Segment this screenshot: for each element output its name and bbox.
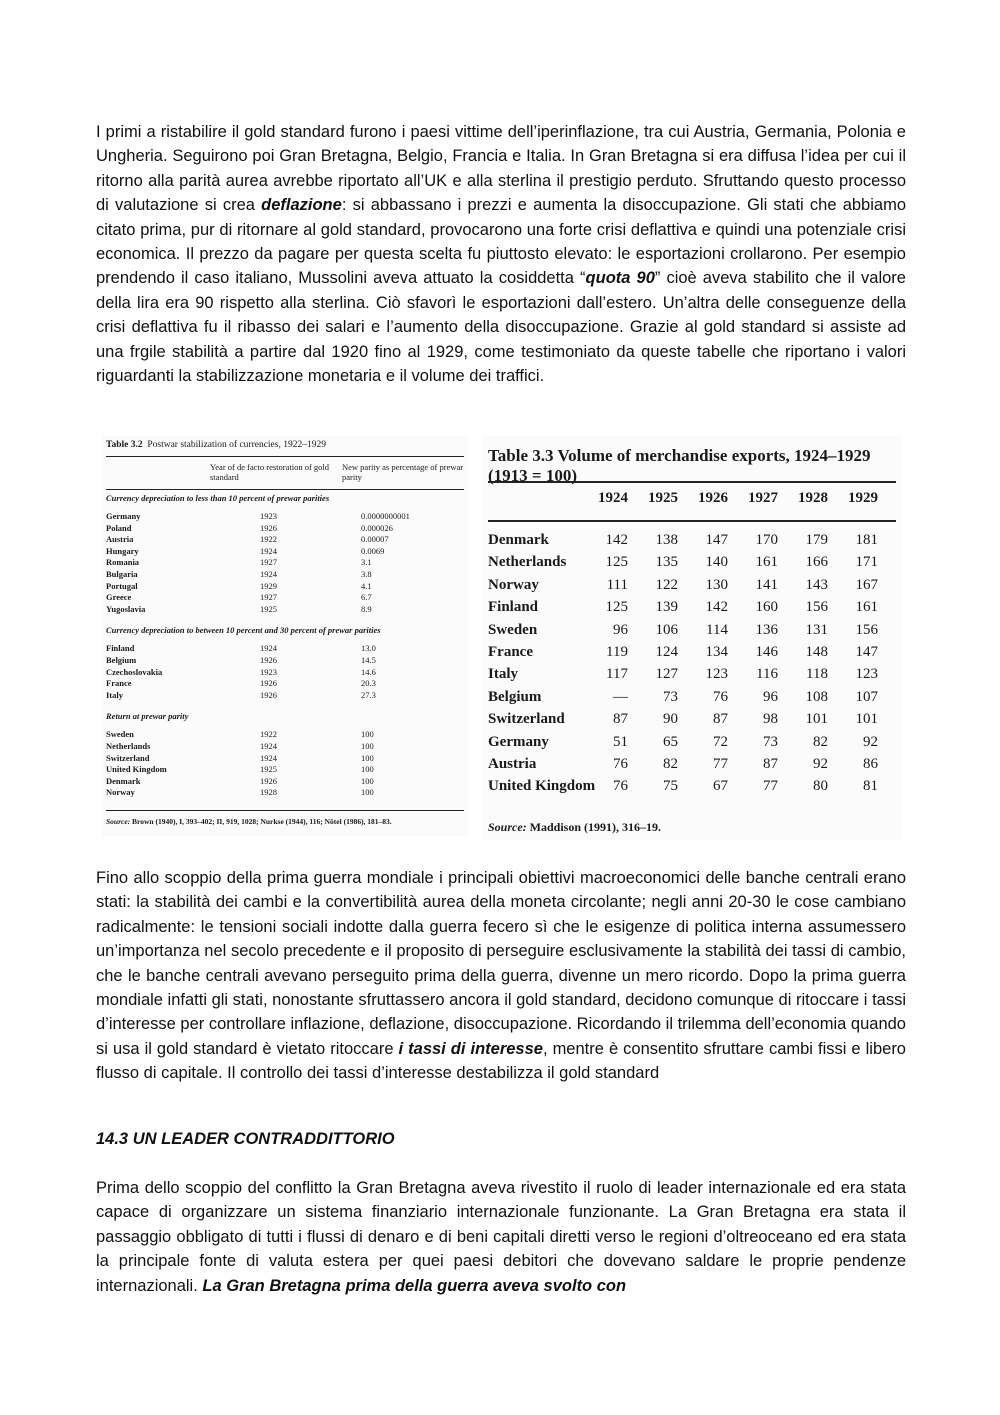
table-row <box>106 546 464 558</box>
country-cell: Sweden <box>106 729 134 740</box>
table-row <box>488 731 896 754</box>
country-cell: Greece <box>106 592 132 603</box>
value-cell: 156 <box>855 621 878 638</box>
year-header: 1924 <box>598 490 628 506</box>
value-cell: 134 <box>705 644 728 660</box>
country-cell: Germany <box>106 511 141 521</box>
value-cell: 96 <box>613 621 628 638</box>
value-cell: 82 <box>813 733 828 750</box>
value-cell: 130 <box>705 576 728 593</box>
country-cell: Netherlands <box>488 554 567 571</box>
year-header: 1926 <box>698 490 728 506</box>
table-row <box>488 663 896 686</box>
value-cell: 179 <box>805 532 828 548</box>
year-cell: 1926 <box>260 655 277 665</box>
table-row <box>106 667 464 679</box>
value-cell: 167 <box>855 576 878 593</box>
table-row <box>106 523 464 535</box>
country-cell: Hungary <box>106 545 139 556</box>
table-row <box>488 641 896 664</box>
value-cell: 101 <box>855 711 878 728</box>
value-cell: 73 <box>663 688 678 705</box>
table-row <box>488 775 896 798</box>
parity-cell: 100 <box>361 787 374 798</box>
table-row <box>488 708 896 731</box>
value-cell: 124 <box>655 644 678 660</box>
year-cell: 1924 <box>260 569 277 579</box>
value-cell: 116 <box>756 666 778 683</box>
table-row <box>106 787 464 799</box>
year-cell: 1924 <box>260 643 277 654</box>
country-cell: Belgium <box>106 655 137 665</box>
country-cell: Finland <box>488 599 539 616</box>
parity-cell: 4.1 <box>361 580 372 591</box>
year-cell: 1922 <box>260 534 277 545</box>
parity-cell: 0.0000000001 <box>361 511 410 521</box>
year-cell: 1925 <box>260 764 277 775</box>
table-row <box>106 592 464 604</box>
value-cell: 122 <box>655 576 678 593</box>
divider <box>106 456 464 457</box>
value-cell: 106 <box>655 621 678 638</box>
parity-cell: 8.9 <box>361 603 372 614</box>
value-cell: 98 <box>763 711 778 728</box>
value-cell: 181 <box>855 532 878 548</box>
value-cell: 87 <box>613 711 628 728</box>
year-header: 1927 <box>748 490 778 506</box>
country-cell: Switzerland <box>106 752 150 763</box>
table-row <box>106 690 464 702</box>
year-cell: 1926 <box>260 775 277 786</box>
divider <box>488 520 896 522</box>
paragraph-1: I primi a ristabilire il gold standard furono i paesi vittime dell’iperinflazione, tra cui Austria, Germania, Polonia e Ungheria. Seguirono poi Gran Bretagna, Belgio, Francia e Italia. In Gran Bretagna si era diffusa l’idea per cui il ritorno alla parità aurea avrebbe riportato all’UK e alla sterlina il prestigio perduto. Sfruttando questo processo di valutazione si crea deflazione: si abbassano i prezzi e aumenta la disoccupazione. Gli stati che abbiamo citato prima, pur di ritornare al gold standard, provocarono una forte crisi deflattiva e quindi una potenziale crisi economica. Il prezzo da pagare per questa scelta fu piuttosto elevato: le esportazioni crollarono. Per esempio prendendo il caso italiano, Mussolini aveva attuato la cosiddetta “quota 90” cioè aveva stabilito che il valore della lira era 90 rispetto alla sterlina. Ciò sfavorì le esportazioni dall’estero. Un’altra delle conseguenze della crisi deflattiva fu il ribasso dei salari e l’aumento della disoccupazione. Grazie al gold standard si assiste ad una frgile stabilità a partire dal 1920 fino al 1929, come testimoniato da queste tabelle che riportano i valori riguardanti la stabilizzazione monetaria e il volume dei traffici. <box>96 123 906 386</box>
year-cell: 1928 <box>260 787 277 798</box>
country-cell: Poland <box>106 522 132 533</box>
table-3-3 <box>482 436 902 840</box>
divider <box>106 489 464 490</box>
column-header-parity: New parity as percentage of prewar parity <box>342 462 464 482</box>
country-cell: Netherlands <box>106 741 151 751</box>
value-cell: 75 <box>663 778 678 795</box>
year-cell: 1922 <box>260 729 277 740</box>
parity-cell: 100 <box>361 775 374 786</box>
value-cell: 80 <box>813 778 828 795</box>
table-row <box>106 753 464 765</box>
value-cell: 127 <box>655 666 678 683</box>
parity-cell: 100 <box>361 729 374 740</box>
section-label: Return at prewar parity <box>106 711 189 722</box>
country-cell: Sweden <box>488 621 538 638</box>
value-cell: 92 <box>863 733 878 750</box>
country-cell: Bulgaria <box>106 569 138 579</box>
value-cell: 76 <box>613 778 628 795</box>
year-cell: 1926 <box>260 689 277 700</box>
year-header: 1929 <box>848 490 878 506</box>
country-cell: Belgium <box>488 688 542 705</box>
value-cell: 101 <box>805 711 828 728</box>
value-cell: 86 <box>863 756 878 772</box>
country-cell: Germany <box>488 733 549 750</box>
table-3-2-source: Source: Brown (1940), I, 393–402; II, 919, 1028; Nurkse (1944), 116; Nötel (1986), 181–83. <box>106 817 392 826</box>
value-cell: 171 <box>855 554 878 571</box>
parity-cell: 3.8 <box>361 569 372 579</box>
table-row <box>106 741 464 753</box>
value-cell: 125 <box>605 599 628 616</box>
country-cell: France <box>488 644 533 660</box>
table-row <box>488 686 896 709</box>
value-cell: 148 <box>805 644 828 660</box>
table-row <box>106 643 464 655</box>
value-cell: 107 <box>855 688 878 705</box>
value-cell: 118 <box>806 666 828 683</box>
year-cell: 1924 <box>260 752 277 763</box>
value-cell: 96 <box>763 688 778 705</box>
table-3-3-title: Table 3.3 Volume of merchandise exports, 1924–1929 (1913 = 100) <box>488 446 871 485</box>
country-cell: Norway <box>106 787 135 798</box>
paragraph-2: Fino allo scoppio della prima guerra mondiale i principali obiettivi macroeconomici delle banche centrali erano stati: la stabilità dei cambi e la convertibilità aurea della moneta circolante; negli anni 20-30 le cose cambiano radicalmente: le tensioni sociali indotte dalla guerra fecero sì che le esigenze di politica interna assumessero un’importanza nel secolo precedente e il proposito di perseguire esclusivamente la stabilità dei tassi di cambio, che le banche centrali avevano perseguito prima della guerra, divenne un mero ricordo. Dopo la prima guerra mondiale infatti gli stati, nonostante sfruttassero ancora il gold standard, decidono comunque di ritoccare i tassi d’interesse per controllare inflazione, deflazione, disoccupazione. Ricordando il trilemma dell’economia quando si usa il gold standard è vietato ritoccare i tassi di interesse, mentre è consentito sfruttare cambi fissi e libero flusso di capitale. Il controllo dei tassi d’interesse destabilizza il gold standard <box>96 869 906 1083</box>
paragraph-3: Prima dello scoppio del conflitto la Gran Bretagna aveva rivestito il ruolo di leader internazionale ed era stata capace di organizzare un sistema finanziario internazionale funzionante. La Gran Bretagna era stata il passaggio obbligato di tutti i flussi di denaro e di beni capitali diretti verso le regioni d’oltreoceano ed era stata la principale fonte di valuta estera per quei paesi debitori che dovevano saldare le proprie pendenze internazionali. La Gran Bretagna prima della guerra aveva svolto con <box>96 1179 906 1295</box>
value-cell: 156 <box>805 599 828 616</box>
parity-cell: 0.00007 <box>361 534 389 545</box>
value-cell: 123 <box>705 666 728 683</box>
divider <box>106 810 464 811</box>
parity-cell: 0.0069 <box>361 545 385 556</box>
table-row <box>106 604 464 616</box>
value-cell: 142 <box>705 599 728 616</box>
country-cell: Italy <box>106 689 123 700</box>
year-cell: 1927 <box>260 557 277 568</box>
table-3-2 <box>102 436 468 836</box>
parity-cell: 13.0 <box>361 643 376 654</box>
year-cell: 1924 <box>260 545 277 556</box>
section-label: Currency depreciation to between 10 percent and 30 percent of prewar parities <box>106 625 381 636</box>
value-cell: 139 <box>655 599 678 616</box>
value-cell: 81 <box>863 778 878 795</box>
table-row <box>488 551 896 574</box>
table-row <box>106 655 464 667</box>
year-cell: 1926 <box>260 522 277 533</box>
table-row <box>106 764 464 776</box>
year-cell: 1929 <box>260 580 277 591</box>
value-cell: 125 <box>605 554 628 571</box>
country-cell: Denmark <box>488 532 549 548</box>
value-cell: 138 <box>655 532 678 548</box>
value-cell: 76 <box>613 756 628 772</box>
table-row <box>106 534 464 546</box>
country-cell: Finland <box>106 643 135 654</box>
table-row <box>488 529 896 552</box>
table-row <box>488 574 896 597</box>
value-cell: 131 <box>805 621 828 638</box>
value-cell: 140 <box>705 554 728 571</box>
table-row <box>106 678 464 690</box>
value-cell: 92 <box>813 756 828 772</box>
country-cell: Austria <box>488 756 537 772</box>
divider <box>488 481 896 483</box>
value-cell: 161 <box>755 554 778 571</box>
value-cell: 82 <box>663 756 678 772</box>
parity-cell: 14.5 <box>361 655 376 665</box>
value-cell: 65 <box>663 733 678 750</box>
parity-cell: 100 <box>361 764 374 775</box>
parity-cell: 6.7 <box>361 592 372 603</box>
year-header: 1928 <box>798 490 828 506</box>
country-cell: Italy <box>488 666 518 683</box>
value-cell: 77 <box>713 756 728 772</box>
table-row <box>106 557 464 569</box>
value-cell: 72 <box>713 733 728 750</box>
value-cell: 87 <box>763 756 778 772</box>
section-heading: 14.3 UN LEADER CONTRADDITTORIO <box>96 1130 395 1148</box>
parity-cell: 100 <box>361 752 374 763</box>
country-cell: Portugal <box>106 580 138 591</box>
table-row <box>106 729 464 741</box>
country-cell: Czechoslovakia <box>106 666 163 677</box>
table-row <box>106 511 464 523</box>
value-cell: 135 <box>655 554 678 571</box>
table-row <box>488 753 896 776</box>
country-cell: Switzerland <box>488 711 565 728</box>
parity-cell: 100 <box>361 741 374 751</box>
year-cell: 1927 <box>260 592 277 603</box>
column-header-year: Year of de facto restoration of gold standard <box>210 462 330 482</box>
table-row <box>106 776 464 788</box>
value-cell: 141 <box>755 576 778 593</box>
parity-cell: 27.3 <box>361 689 376 700</box>
value-cell: 119 <box>606 644 628 660</box>
country-cell: Romania <box>106 557 140 568</box>
value-cell: 87 <box>713 711 728 728</box>
table-row <box>488 596 896 619</box>
table-row <box>488 619 896 642</box>
value-cell: 77 <box>763 778 778 795</box>
value-cell: 136 <box>755 621 778 638</box>
value-cell: 67 <box>713 778 728 795</box>
value-cell: 73 <box>763 733 778 750</box>
year-cell: 1923 <box>260 666 277 677</box>
value-cell: 147 <box>855 644 878 660</box>
parity-cell: 0.000026 <box>361 522 393 533</box>
year-header: 1925 <box>648 490 678 506</box>
value-cell: 76 <box>713 688 728 705</box>
year-cell: 1924 <box>260 741 277 751</box>
value-cell: 114 <box>706 621 728 638</box>
value-cell: 123 <box>855 666 878 683</box>
value-cell: 111 <box>606 576 628 593</box>
year-cell: 1925 <box>260 603 277 614</box>
parity-cell: 3.1 <box>361 557 372 568</box>
parity-cell: 20.3 <box>361 678 376 689</box>
table-row <box>106 581 464 593</box>
year-cell: 1923 <box>260 511 277 521</box>
value-cell: 160 <box>755 599 778 616</box>
value-cell: — <box>613 688 628 705</box>
country-cell: Austria <box>106 534 134 545</box>
table-row <box>106 569 464 581</box>
value-cell: 170 <box>755 532 778 548</box>
value-cell: 51 <box>613 733 628 750</box>
value-cell: 143 <box>805 576 828 593</box>
country-cell: United Kingdom <box>106 764 167 775</box>
country-cell: France <box>106 678 132 689</box>
parity-cell: 14.6 <box>361 666 376 677</box>
country-cell: Yugoslavia <box>106 603 146 614</box>
value-cell: 108 <box>805 688 828 705</box>
table-3-2-title: Table 3.2 Postwar stabilization of currencies, 1922–1929 <box>106 440 326 450</box>
country-cell: United Kingdom <box>488 778 596 795</box>
value-cell: 117 <box>606 666 628 683</box>
table-3-3-source: Source: Maddison (1991), 316–19. <box>488 820 662 834</box>
value-cell: 90 <box>663 711 678 728</box>
year-cell: 1926 <box>260 678 277 689</box>
country-cell: Norway <box>488 576 539 593</box>
value-cell: 161 <box>855 599 878 616</box>
section-label: Currency depreciation to less than 10 percent of prewar parities <box>106 493 330 503</box>
value-cell: 142 <box>605 532 628 548</box>
value-cell: 147 <box>705 532 728 548</box>
country-cell: Denmark <box>106 775 141 786</box>
value-cell: 166 <box>805 554 828 571</box>
value-cell: 146 <box>755 644 778 660</box>
